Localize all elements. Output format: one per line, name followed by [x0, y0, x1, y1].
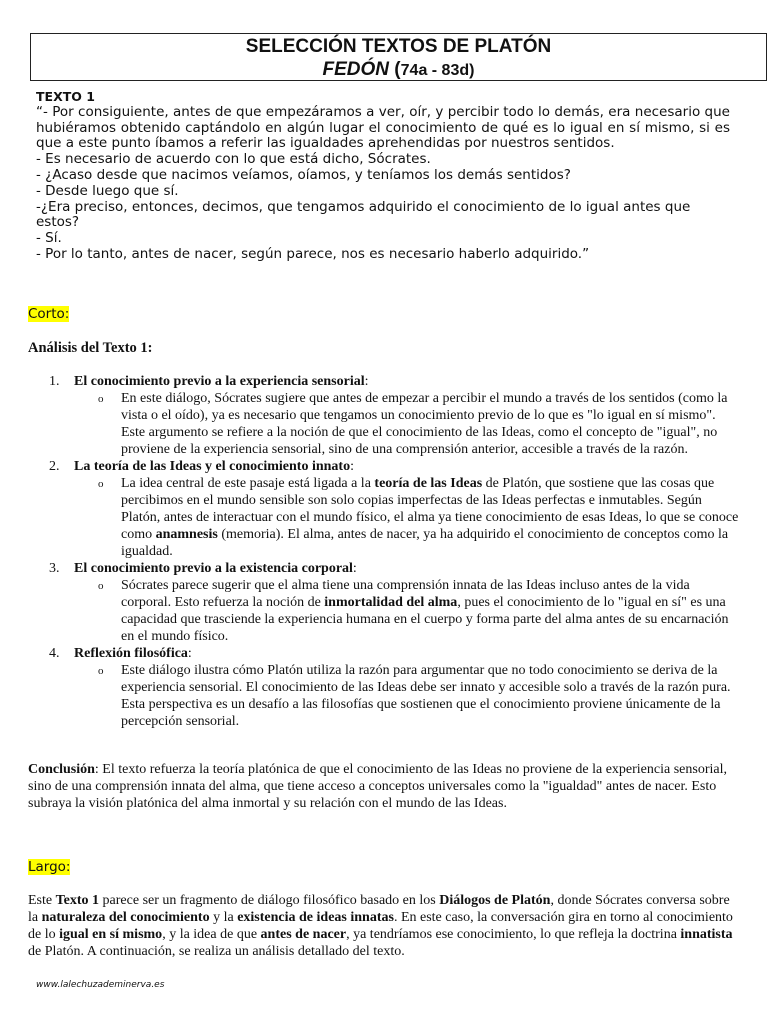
item-heading-text: La teoría de las Ideas y el conocimiento innato: [74, 459, 351, 474]
conclusion-label: Conclusión: [28, 762, 95, 777]
title-box: [30, 33, 767, 81]
subpoint-text: Este diálogo ilustra cómo Platón utiliza la razón para argumentar que no todo conocimiento se deriva de la experiencia sensorial. El conocimiento de las Ideas debe ser innato y accesible solo a través de la razón pura. Esta perspectiva es un desafío a las filosofías que sostienen que el conocimiento proviene únicamente de la percepción sensorial.: [121, 663, 731, 729]
document-subtitle: [31, 59, 766, 82]
texto-1-block: [36, 89, 730, 263]
bullet-icon: o: [98, 580, 104, 592]
analysis-subpoint: [28, 475, 743, 560]
largo-text: y la: [209, 910, 238, 925]
subpoint-text: Sócrates parece sugerir que el alma tiene una comprensión innata de las Ideas incluso antes de la vida corporal. Esto refuerza la noción de: [121, 578, 690, 610]
largo-bold: Texto 1: [55, 893, 100, 908]
colon: :: [187, 646, 192, 661]
dialogue-line: - Sí.: [36, 230, 62, 247]
dialogue-line: - ¿Acaso desde que nacimos veíamos, oíamos, y teníamos los demás sentidos?: [36, 166, 571, 183]
work-title: FEDÓN: [322, 59, 390, 80]
analysis-subpoint: [28, 577, 743, 645]
subpoint-text: (memoria). El alma, antes de nacer, ya ha adquirido el conocimiento de conceptos como la igualdad.: [121, 527, 729, 559]
analysis-item-heading: [28, 458, 743, 475]
dialogue-line: - Por lo tanto, antes de nacer, según parece, nos es necesario haberlo adquirido.”: [36, 245, 590, 262]
texto-1-label: TEXTO 1: [36, 89, 95, 104]
document-title: SELECCIÓN TEXTOS DE PLATÓN: [245, 36, 552, 57]
analysis-title: Análisis del Texto 1:: [28, 340, 153, 356]
analysis-item-heading: [28, 645, 743, 662]
item-heading-text: El conocimiento previo a la experiencia sensorial: [74, 374, 365, 389]
largo-bold: antes de nacer: [260, 927, 347, 942]
analysis-item-heading: [28, 560, 743, 577]
bullet-icon: o: [98, 665, 104, 677]
subpoint-text: En este diálogo, Sócrates sugiere que antes de empezar a percibir el mundo a través de los sentidos (como la vista o el oído), ya es necesario que tengamos un conocimiento previo de lo que es "lo igual en sí mismo". Este argumento se refiere a la noción de que el conocimiento de las Ideas, como el concepto de "igual", no proviene de la experiencia sensorial, sino de una comprensión anterior, accesible a través de la razón.: [121, 391, 728, 457]
colon: :: [350, 459, 354, 474]
item-number: 2.: [49, 459, 60, 474]
largo-text: de Platón. A continuación, se realiza un análisis detallado del texto.: [28, 944, 405, 959]
subpoint-text: , pues el conocimiento de lo "igual en sí" es una capacidad que trasciende la experiencia humana en el cuerpo y forma parte del alma antes de su encarnación en el mundo físico.: [121, 595, 729, 644]
largo-text: , y la idea de que: [162, 927, 261, 942]
largo-text: Este: [28, 893, 56, 908]
colon: :: [364, 374, 369, 389]
item-number: 4.: [49, 646, 60, 661]
item-heading-text: El conocimiento previo a la existencia corporal: [74, 561, 353, 576]
largo-bold: existencia de ideas innatas: [237, 910, 394, 925]
largo-text: . En este caso, la conversación gira en torno al conocimiento de lo: [28, 910, 733, 942]
largo-bold: innatista: [680, 927, 733, 942]
conclusion-text: : El texto refuerza la teoría platónica de que el conocimiento de las Ideas no proviene de la experiencia sensorial, sino de una comprensión innata del alma, que tiene acceso a conceptos universales como la "igualdad" antes de nacer. Esto subraya la visión platónica del alma inmortal y su relación con el mundo de las Ideas.: [28, 762, 727, 811]
item-number: 1.: [49, 374, 60, 389]
stephanus-reference: 74a - 83d): [400, 62, 475, 79]
dialogue-line: - Es necesario de acuerdo con lo que está dicho, Sócrates.: [36, 151, 431, 168]
subpoint-text: de Platón, que sostiene que las cosas que percibimos en el mundo sensible son solo copias imperfectas de las Ideas perfectas e inmutables. Según Platón, antes de interactuar con el mundo físico, el alma ya tiene conocimiento de esas Ideas, lo que se conoce como: [121, 476, 739, 542]
largo-bold: naturaleza del conocimiento: [41, 910, 210, 925]
subpoint-bold: anamnesis: [155, 527, 218, 542]
analysis-item-heading: [28, 373, 743, 390]
corto-heading: [28, 306, 69, 322]
footer-url: www.lalechuzademinerva.es: [36, 980, 165, 990]
subpoint-text: La idea central de este pasaje está ligada a la: [121, 476, 375, 491]
analysis-subpoint: [28, 662, 743, 730]
dialogue-line: - Desde luego que sí.: [36, 182, 179, 199]
analysis-list: [28, 373, 743, 730]
analysis-item: [28, 373, 743, 458]
open-paren: (: [389, 59, 401, 80]
corto-label: Corto:: [28, 306, 70, 322]
analysis-item: [28, 645, 743, 730]
item-number: 3.: [49, 561, 60, 576]
bullet-icon: o: [98, 393, 104, 405]
analysis-subpoint: [28, 390, 743, 458]
subpoint-bold: inmortalidad del alma: [324, 595, 458, 610]
dialogue-line: “- Por consiguiente, antes de que empezáramos a ver, oír, y percibir todo lo demás, era necesario que hubiéramos obtenido captándolo en algún lugar el conocimiento de qué es lo igual en sí mismo, si es que a este punto íbamos a referir las igualdades aprehendidas por nuestros sentidos.: [36, 103, 730, 152]
largo-bold: Diálogos de Platón: [439, 893, 551, 908]
conclusion-paragraph: [28, 761, 740, 812]
largo-text: parece ser un fragmento de diálogo filosófico basado en los: [99, 893, 440, 908]
largo-paragraph: [28, 892, 740, 960]
largo-text: , donde Sócrates conversa sobre la: [28, 893, 730, 925]
largo-text: , ya tendríamos ese conocimiento, lo que refleja la doctrina: [346, 927, 681, 942]
largo-bold: igual en sí mismo: [59, 927, 163, 942]
bullet-icon: o: [98, 478, 104, 490]
colon: :: [352, 561, 357, 576]
analysis-item: [28, 458, 743, 560]
largo-label: Largo:: [28, 859, 71, 875]
subpoint-bold: teoría de las Ideas: [374, 476, 483, 491]
largo-heading: [28, 859, 70, 875]
item-heading-text: Reflexión filosófica: [74, 646, 188, 661]
dialogue-line: -¿Era preciso, entonces, decimos, que tengamos adquirido el conocimiento de lo igual antes que estos?: [36, 198, 691, 231]
analysis-item: [28, 560, 743, 645]
